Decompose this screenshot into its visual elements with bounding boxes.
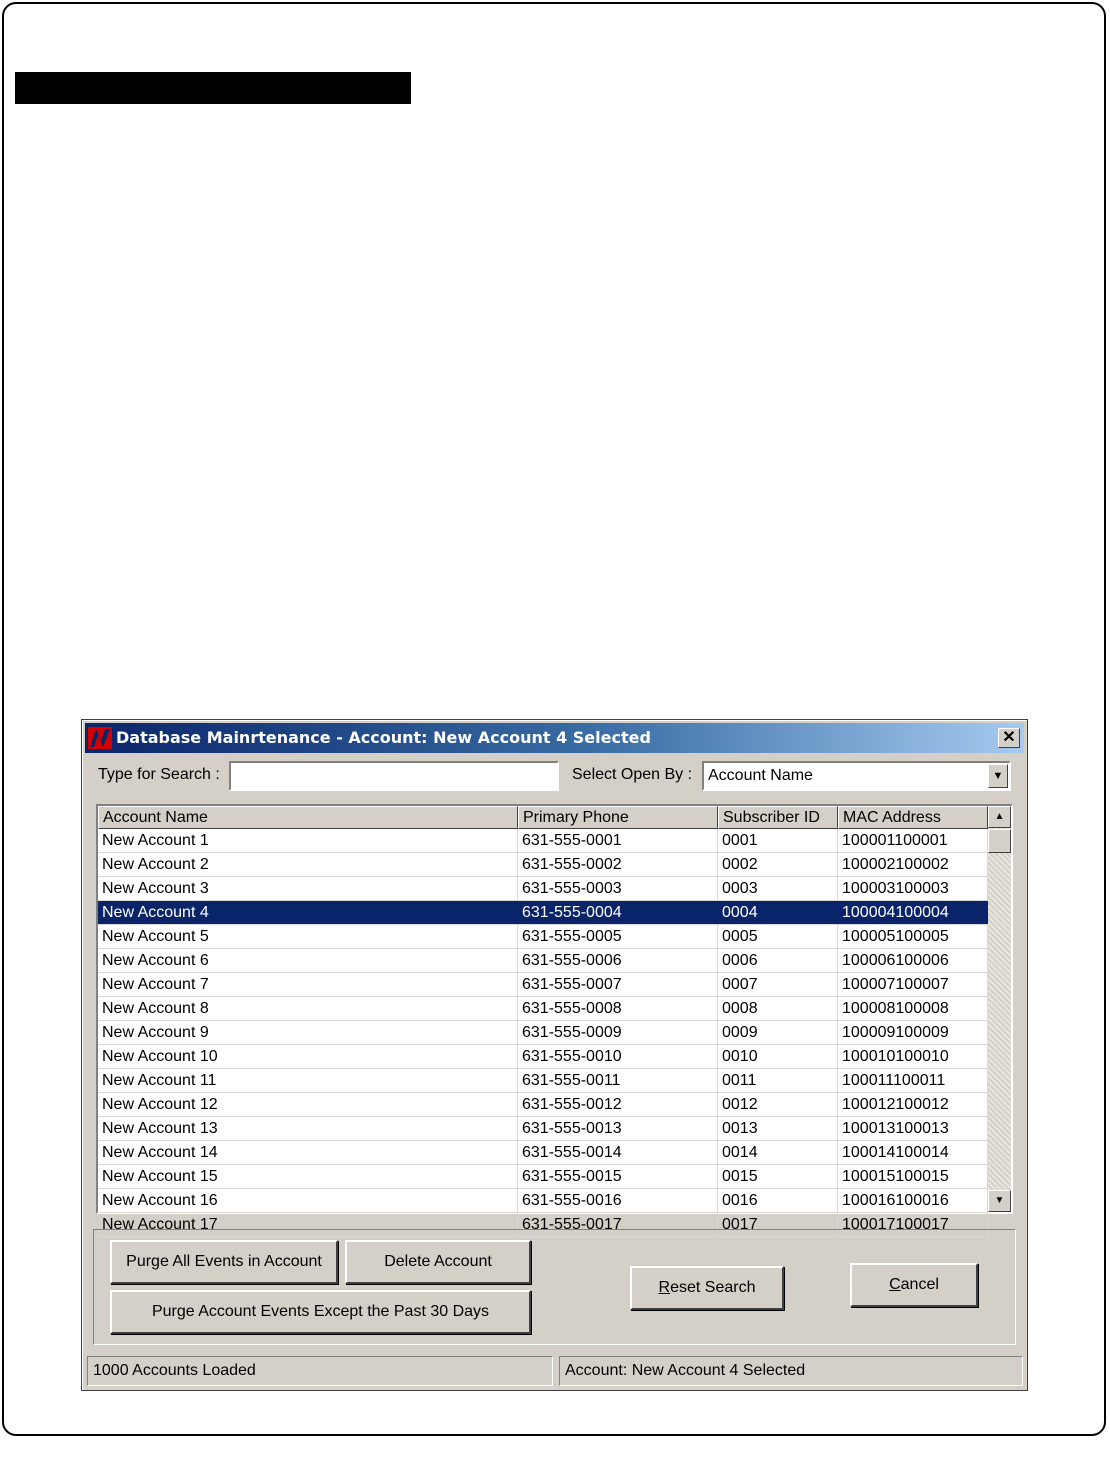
cell-account-name: New Account 1 — [98, 829, 518, 852]
cell-subscriber-id: 0002 — [718, 853, 838, 876]
database-maintenance-dialog — [81, 719, 1028, 1391]
cell-account-name: New Account 12 — [98, 1093, 518, 1116]
cell-mac-address: 100005100005 — [838, 925, 988, 948]
cell-primary-phone: 631-555-0007 — [518, 973, 718, 996]
cell-account-name: New Account 6 — [98, 949, 518, 972]
purge-all-events-button[interactable]: Purge All Events in Account — [110, 1240, 338, 1284]
cell-subscriber-id: 0006 — [718, 949, 838, 972]
cell-mac-address: 100016100016 — [838, 1189, 988, 1212]
table-row[interactable] — [98, 1021, 988, 1045]
cell-subscriber-id: 0013 — [718, 1117, 838, 1140]
purge-except-30-days-button[interactable]: Purge Account Events Except the Past 30 Days — [110, 1290, 531, 1334]
cell-primary-phone: 631-555-0005 — [518, 925, 718, 948]
cell-mac-address: 100006100006 — [838, 949, 988, 972]
cell-primary-phone: 631-555-0011 — [518, 1069, 718, 1092]
table-row[interactable] — [98, 1141, 988, 1165]
cell-subscriber-id: 0015 — [718, 1165, 838, 1188]
cell-subscriber-id: 0001 — [718, 829, 838, 852]
cell-mac-address: 100011100011 — [838, 1069, 988, 1092]
dropdown-arrow-icon[interactable]: ▼ — [988, 764, 1008, 788]
cell-account-name: New Account 11 — [98, 1069, 518, 1092]
cell-account-name: New Account 10 — [98, 1045, 518, 1068]
cell-primary-phone: 631-555-0014 — [518, 1141, 718, 1164]
cell-subscriber-id: 0007 — [718, 973, 838, 996]
table-row[interactable] — [98, 829, 988, 853]
cell-subscriber-id: 0009 — [718, 1021, 838, 1044]
open-by-select[interactable] — [702, 761, 1011, 791]
window-title: Database Mainrtenance - Account: New Account 4 Selected — [116, 728, 651, 747]
cell-account-name: New Account 17 — [98, 1213, 518, 1236]
table-row[interactable] — [98, 1165, 988, 1189]
cancel-label: ancel — [900, 1276, 939, 1293]
scroll-up-icon[interactable]: ▲ — [988, 806, 1011, 828]
table-row[interactable] — [98, 853, 988, 877]
column-header-subscriber-id[interactable]: Subscriber ID — [718, 806, 838, 829]
cell-subscriber-id: 0004 — [718, 901, 838, 924]
cell-primary-phone: 631-555-0012 — [518, 1093, 718, 1116]
cell-account-name: New Account 5 — [98, 925, 518, 948]
table-body — [98, 829, 988, 1237]
cell-primary-phone: 631-555-0006 — [518, 949, 718, 972]
cell-subscriber-id: 0017 — [718, 1213, 838, 1236]
app-logo-icon — [88, 727, 112, 749]
accounts-list[interactable] — [96, 804, 1013, 1233]
open-by-label: Select Open By : — [572, 766, 693, 783]
cell-mac-address: 100001100001 — [838, 829, 988, 852]
cell-mac-address: 100017100017 — [838, 1213, 988, 1236]
open-by-value: Account Name — [708, 767, 813, 784]
cell-account-name: New Account 16 — [98, 1189, 518, 1212]
cell-mac-address: 100002100002 — [838, 853, 988, 876]
table-row[interactable] — [98, 925, 988, 949]
cell-primary-phone: 631-555-0001 — [518, 829, 718, 852]
column-header-primary-phone[interactable]: Primary Phone — [518, 806, 718, 829]
table-row[interactable] — [98, 997, 988, 1021]
cell-subscriber-id: 0016 — [718, 1189, 838, 1212]
cell-mac-address: 100007100007 — [838, 973, 988, 996]
table-row[interactable] — [98, 949, 988, 973]
cell-subscriber-id: 0003 — [718, 877, 838, 900]
cell-subscriber-id: 0014 — [718, 1141, 838, 1164]
delete-account-button[interactable]: Delete Account — [345, 1240, 531, 1284]
cell-primary-phone: 631-555-0008 — [518, 997, 718, 1020]
close-icon: ✕ — [1002, 729, 1016, 746]
cancel-button[interactable] — [850, 1263, 978, 1307]
reset-search-label: eset Search — [670, 1279, 756, 1296]
cell-primary-phone: 631-555-0017 — [518, 1213, 718, 1236]
reset-search-mnemonic: R — [658, 1279, 671, 1296]
cell-subscriber-id: 0005 — [718, 925, 838, 948]
cell-account-name: New Account 3 — [98, 877, 518, 900]
cell-subscriber-id: 0008 — [718, 997, 838, 1020]
cell-mac-address: 100003100003 — [838, 877, 988, 900]
cell-account-name: New Account 15 — [98, 1165, 518, 1188]
cell-subscriber-id: 0012 — [718, 1093, 838, 1116]
cell-account-name: New Account 4 — [98, 901, 518, 924]
column-header-account-name[interactable]: Account Name — [98, 806, 518, 829]
title-bar[interactable] — [85, 723, 1024, 753]
table-row[interactable] — [98, 973, 988, 997]
cell-mac-address: 100008100008 — [838, 997, 988, 1020]
column-headers — [98, 806, 988, 829]
cell-account-name: New Account 9 — [98, 1021, 518, 1044]
vertical-scrollbar[interactable] — [988, 806, 1011, 1212]
cell-primary-phone: 631-555-0004 — [518, 901, 718, 924]
cell-mac-address: 100013100013 — [838, 1117, 988, 1140]
table-row[interactable] — [98, 1069, 988, 1093]
table-row[interactable] — [98, 1093, 988, 1117]
cell-account-name: New Account 7 — [98, 973, 518, 996]
scroll-thumb[interactable] — [988, 829, 1011, 853]
cell-subscriber-id: 0010 — [718, 1045, 838, 1068]
cell-primary-phone: 631-555-0003 — [518, 877, 718, 900]
cell-mac-address: 100009100009 — [838, 1021, 988, 1044]
table-row[interactable] — [98, 1117, 988, 1141]
column-header-mac-address[interactable]: MAC Address — [838, 806, 988, 829]
search-input[interactable] — [229, 761, 559, 791]
cell-primary-phone: 631-555-0002 — [518, 853, 718, 876]
cell-account-name: New Account 13 — [98, 1117, 518, 1140]
table-row[interactable] — [98, 1189, 988, 1213]
table-row[interactable] — [98, 877, 988, 901]
status-bar — [87, 1356, 1023, 1386]
redacted-bar — [15, 72, 411, 104]
cell-mac-address: 100015100015 — [838, 1165, 988, 1188]
close-button[interactable] — [998, 728, 1020, 748]
cell-account-name: New Account 8 — [98, 997, 518, 1020]
search-label: Type for Search : — [98, 766, 220, 783]
cell-primary-phone: 631-555-0013 — [518, 1117, 718, 1140]
cell-primary-phone: 631-555-0015 — [518, 1165, 718, 1188]
reset-search-button[interactable] — [630, 1266, 784, 1310]
status-accounts-loaded: 1000 Accounts Loaded — [87, 1356, 553, 1386]
cell-mac-address: 100012100012 — [838, 1093, 988, 1116]
table-row[interactable] — [98, 1045, 988, 1069]
cell-account-name: New Account 2 — [98, 853, 518, 876]
cell-subscriber-id: 0011 — [718, 1069, 838, 1092]
cell-primary-phone: 631-555-0009 — [518, 1021, 718, 1044]
status-selected-account: Account: New Account 4 Selected — [559, 1356, 1023, 1386]
table-row[interactable] — [98, 901, 988, 925]
cell-mac-address: 100010100010 — [838, 1045, 988, 1068]
cell-mac-address: 100014100014 — [838, 1141, 988, 1164]
scroll-down-icon[interactable]: ▼ — [988, 1190, 1011, 1212]
cell-primary-phone: 631-555-0016 — [518, 1189, 718, 1212]
cancel-mnemonic: C — [889, 1276, 901, 1293]
cell-account-name: New Account 14 — [98, 1141, 518, 1164]
cell-primary-phone: 631-555-0010 — [518, 1045, 718, 1068]
cell-mac-address: 100004100004 — [838, 901, 988, 924]
